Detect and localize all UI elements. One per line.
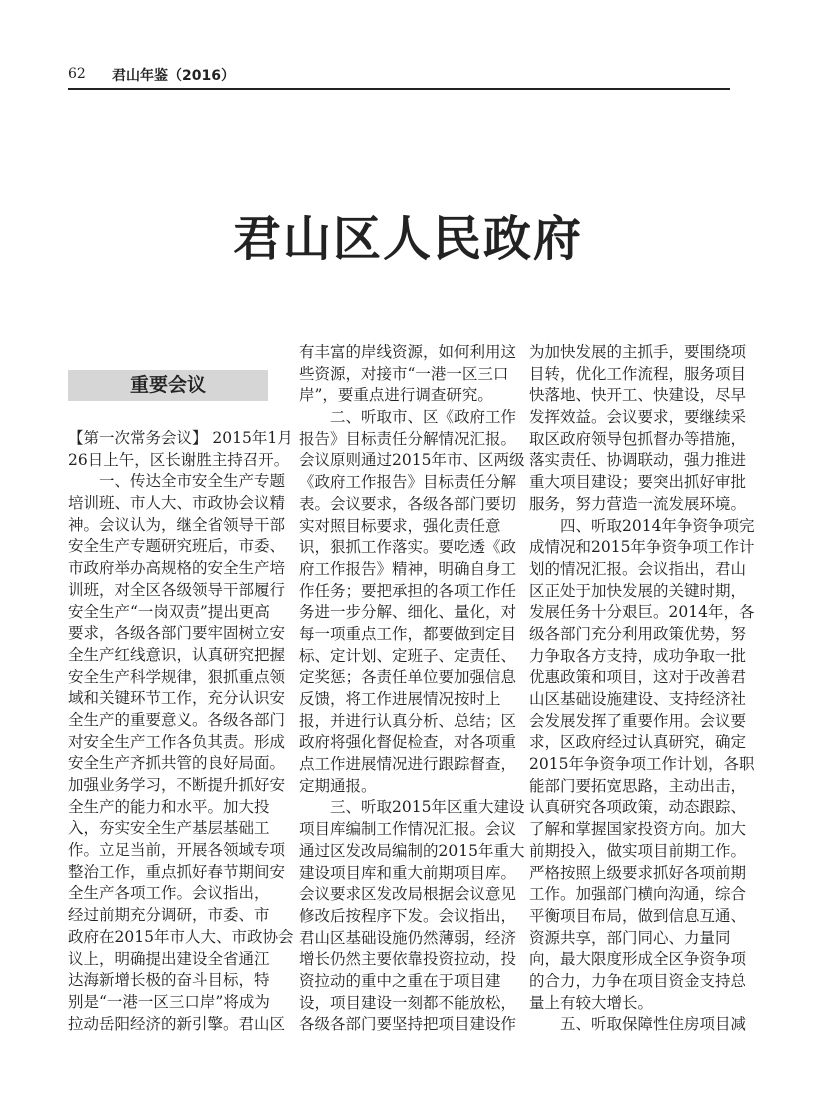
text-line: 君山区基础设施仍然薄弱，经济 bbox=[299, 928, 517, 947]
text-line: 增长仍然主要依靠投资拉动，投 bbox=[299, 950, 517, 969]
text-line: 了解和掌握国家投资方向。加大 bbox=[529, 820, 747, 839]
chapter-title: 君山区人民政府 bbox=[232, 211, 583, 267]
text-line: 26日上午，区长谢胜主持召开。 bbox=[68, 450, 290, 469]
text-line: 域和关键环节工作，充分认识安 bbox=[68, 689, 286, 708]
text-line: 实对照目标要求，强化责任意 bbox=[299, 516, 501, 535]
paragraph bbox=[529, 516, 755, 1015]
text-column-3 bbox=[529, 342, 755, 1036]
page-number: 62 bbox=[68, 66, 86, 82]
text-line: 会议原则通过2015年市、区两级 bbox=[299, 451, 525, 470]
text-line: 安全生产“一岗双责”提出更高 bbox=[68, 602, 270, 621]
text-line: 加强业务学习，不断提升抓好安 bbox=[68, 776, 286, 794]
text-line: 定奖惩；各责任单位要加强信息 bbox=[299, 668, 517, 687]
text-line: 报，并进行认真分析、总结；区 bbox=[299, 711, 517, 730]
text-line: 培训班、市人大、市政协会议精 bbox=[68, 494, 286, 513]
text-line: 每一项重点工作，都要做到定目 bbox=[299, 624, 517, 643]
text-line: 服务，努力营造一流发展环境。 bbox=[529, 494, 747, 513]
text-line: 为加快发展的主抓手，要围绕项 bbox=[529, 343, 747, 361]
paragraph bbox=[299, 407, 525, 797]
text-line: 资源共享，部门同心、力量同 bbox=[529, 928, 731, 947]
text-line: 发挥效益。会议要求，要继续采 bbox=[529, 408, 747, 427]
text-line: 一、传达全市安全生产专题 bbox=[99, 472, 286, 491]
text-line: 点工作进展情况进行跟踪督查， bbox=[299, 755, 517, 774]
text-line: 【第一次常务会议】 2015年1月 bbox=[68, 429, 293, 447]
text-line: 划的情况汇报。会议指出，君山 bbox=[529, 559, 747, 578]
text-line: 力争取各方支持，成功争取一批 bbox=[529, 646, 747, 665]
text-line: 向，最大限度形成全区争资争项 bbox=[529, 950, 747, 969]
paragraph bbox=[68, 471, 294, 1035]
text-line: 五、听取保障性住房项目减 bbox=[560, 1015, 747, 1034]
text-line: 会发展发挥了重要作用。会议要 bbox=[529, 711, 747, 730]
text-line: 三、听取2015年区重大建设 bbox=[330, 798, 525, 817]
paragraph bbox=[68, 428, 293, 471]
text-line: 反馈，将工作进展情况按时上 bbox=[299, 690, 501, 708]
text-line: 别是“一港一区三口岸”将成为 bbox=[68, 992, 270, 1011]
text-line: 优惠政策和项目，这对于改善君 bbox=[529, 668, 747, 687]
text-line: 安全生产专题研究班后，市委、 bbox=[68, 537, 286, 556]
text-column-2 bbox=[299, 342, 525, 1036]
text-line: 四、听取2014年争资争项完 bbox=[560, 516, 755, 535]
text-line: 发展任务十分艰巨。2014年，各 bbox=[529, 603, 755, 622]
text-line: 作任务；要把承担的各项工作任 bbox=[299, 581, 517, 600]
text-line: 能部门要拓宽思路，主动出击， bbox=[529, 776, 747, 795]
text-line: 经过前期充分调研，市委、市 bbox=[68, 906, 270, 925]
text-line: 定期通报。 bbox=[299, 776, 377, 795]
text-line: 目转，优化工作流程，服务项目 bbox=[529, 364, 747, 383]
text-line: 重大项目建设；要突出抓好审批 bbox=[529, 473, 747, 492]
text-line: 入，夯实安全生产基层基础工 bbox=[68, 819, 270, 838]
text-line: 通过区发改局编制的2015年重大 bbox=[299, 841, 525, 860]
text-line: 达海新增长极的奋斗目标，特 bbox=[68, 971, 270, 990]
text-line: 政府在2015年市人大、市政协会 bbox=[68, 927, 294, 946]
text-line: 标、定计划、定班子、定责任、 bbox=[299, 646, 517, 665]
text-line: 设，项目建设一刻都不能放松， bbox=[299, 993, 517, 1012]
text-line: 《政府工作报告》目标责任分解 bbox=[299, 473, 517, 492]
text-line: 项目库编制工作情况汇报。会议 bbox=[299, 820, 517, 839]
text-line: 全生产的能力和水平。加大投 bbox=[68, 797, 270, 816]
section-heading: 重要会议 bbox=[68, 370, 268, 401]
running-header bbox=[68, 64, 730, 90]
text-line: 政府将强化督促检查，对各项重 bbox=[299, 733, 517, 752]
text-line: 级各部门充分利用政策优势，努 bbox=[529, 624, 747, 643]
text-line: 训班，对全区各级领导干部履行 bbox=[68, 580, 286, 599]
text-line: 务进一步分解、细化、量化，对 bbox=[299, 603, 517, 622]
text-line: 安全生产科学规律，狠抓重点领 bbox=[68, 667, 286, 686]
text-line: 取区政府领导包抓督办等措施， bbox=[529, 429, 747, 448]
paragraph bbox=[529, 1014, 747, 1036]
text-line: 安全生产齐抓共管的良好局面。 bbox=[68, 754, 286, 773]
text-column-1 bbox=[68, 428, 294, 1035]
text-line: 会议要求区发改局根据会议意见 bbox=[299, 885, 517, 904]
text-line: 要求，各级各部门要牢固树立安 bbox=[68, 624, 286, 643]
text-line: 府工作报告》精神，明确自身工 bbox=[299, 559, 517, 578]
text-line: 表。会议要求，各级各部门要切 bbox=[299, 494, 517, 513]
paragraph bbox=[529, 342, 747, 516]
text-line: 些资源，对接市“一港一区三口 bbox=[299, 364, 509, 383]
text-line: 全生产的重要意义。各级各部门 bbox=[68, 710, 286, 729]
text-line: 神。会议认为，继全省领导干部 bbox=[68, 515, 286, 534]
text-line: 拉动岳阳经济的新引擎。君山区 bbox=[68, 1014, 286, 1033]
text-line: 有丰富的岸线资源，如何利用这 bbox=[299, 343, 517, 361]
text-line: 2015年争资争项工作计划，各职 bbox=[529, 755, 755, 774]
text-line: 各级各部门要坚持把项目建设作 bbox=[299, 1015, 517, 1034]
text-line: 快落地、快开工、快建设，尽早 bbox=[529, 386, 747, 405]
text-line: 资拉动的重中之重在于项目建 bbox=[299, 971, 501, 990]
text-line: 认真研究各项政策，动态跟踪、 bbox=[529, 798, 747, 817]
paragraph bbox=[299, 342, 517, 407]
paragraph bbox=[299, 797, 525, 1036]
text-line: 建设项目库和重大前期项目库。 bbox=[299, 863, 517, 882]
text-line: 岸”，要重点进行调查研究。 bbox=[299, 386, 493, 405]
text-line: 工作。加强部门横向沟通，综合 bbox=[529, 885, 747, 904]
text-line: 整治工作，重点抓好春节期间安 bbox=[68, 862, 286, 881]
text-line: 报告》目标责任分解情况汇报。 bbox=[299, 429, 517, 448]
text-line: 识，狠抓工作落实。要吃透《政 bbox=[299, 538, 517, 557]
book-title: 君山年鉴（2016） bbox=[112, 68, 235, 84]
text-line: 议上，明确提出建设全省通江 bbox=[68, 949, 270, 968]
text-line: 对安全生产工作各负其责。形成 bbox=[68, 732, 286, 751]
text-line: 山区基础设施建设、支持经济社 bbox=[529, 690, 747, 708]
text-line: 二、听取市、区《政府工作 bbox=[330, 408, 517, 427]
text-line: 求，区政府经过认真研究，确定 bbox=[529, 733, 747, 752]
text-line: 平衡项目布局，做到信息互通、 bbox=[529, 906, 747, 925]
text-line: 区正处于加快发展的关键时期， bbox=[529, 581, 747, 600]
text-line: 的合力，力争在项目资金支持总 bbox=[529, 971, 747, 990]
text-line: 前期投入，做实项目前期工作。 bbox=[529, 841, 747, 860]
text-line: 落实责任、协调联动，强力推进 bbox=[529, 451, 747, 470]
text-line: 市政府举办高规格的安全生产培 bbox=[68, 559, 286, 578]
text-line: 成情况和2015年争资争项工作计 bbox=[529, 538, 755, 557]
text-line: 作。立足当前，开展各领域专项 bbox=[68, 841, 286, 860]
text-line: 全生产各项工作。会议指出， bbox=[68, 884, 270, 903]
text-line: 量上有较大增长。 bbox=[529, 993, 654, 1012]
text-line: 严格按照上级要求抓好各项前期 bbox=[529, 863, 747, 882]
text-line: 修改后按程序下发。会议指出， bbox=[299, 906, 517, 925]
text-line: 全生产红线意识，认真研究把握 bbox=[68, 645, 286, 664]
